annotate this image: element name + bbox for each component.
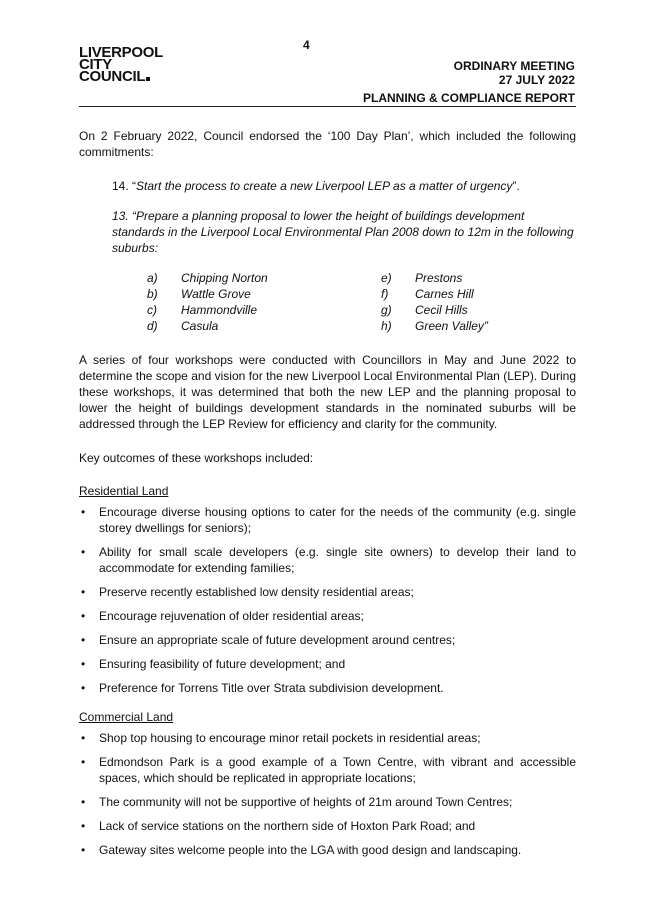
commercial-land-heading: Commercial Land (79, 710, 174, 724)
list-item: • Preserve recently established low density residential areas; (79, 584, 576, 600)
suburb-letter: g) (381, 303, 392, 317)
suburb-letter: b) (147, 287, 158, 301)
suburb-letter: d) (147, 319, 158, 333)
list-item: • Shop top housing to encourage minor retail pockets in residential areas; (79, 730, 576, 746)
commitment-14-end: ”. (512, 179, 520, 193)
intro-paragraph: On 2 February 2022, Council endorsed the ‘100 Day Plan’, which included the following commitments: (79, 129, 576, 159)
suburb-name: Green Valley” (415, 319, 488, 333)
list-item: • Gateway sites welcome people into the LGA with good design and landscaping. (79, 842, 576, 858)
suburb-letter: a) (147, 271, 158, 285)
logo-dot-icon (146, 77, 150, 81)
commitment-13: 13. “Prepare a planning proposal to lower the height of buildings development standards in the Liverpool Local Environmental Plan 2008 down to 12m in the following suburbs: (112, 209, 574, 255)
list-item: • Edmondson Park is a good example of a Town Centre, with vibrant and accessible spaces, which should be replicated in appropriate locations; (79, 754, 576, 786)
logo-line-1: LIVERPOOL (79, 44, 163, 61)
commitment-14-text: Start the process to create a new Liverpool LEP as a matter of urgency (136, 179, 513, 193)
header-divider (79, 106, 576, 107)
residential-list (79, 504, 576, 696)
logo-line-2: CITY (79, 56, 112, 73)
commitment-14-number: 14. “ (112, 179, 137, 193)
workshops-paragraph: A series of four workshops were conducted with Councillors in May and June 2022 to determine the scope and vision for the new Liverpool Local Environmental Plan (LEP). During these workshops, it was determined that both the new LEP and the planning proposal to lower the height of buildings development standards in the nominated suburbs will be addressed through the LEP Review for efficiency and clarity for the community. (79, 353, 576, 431)
suburb-letter: e) (381, 271, 392, 285)
suburb-name: Wattle Grove (181, 287, 251, 301)
page-number: 4 (303, 38, 310, 52)
meeting-date: 27 JULY 2022 (498, 73, 575, 87)
meeting-header (454, 59, 575, 87)
commercial-list (79, 730, 576, 858)
report-title: PLANNING & COMPLIANCE REPORT (362, 91, 575, 105)
council-logo (79, 44, 163, 85)
meeting-type: ORDINARY MEETING (453, 59, 575, 73)
commitment-14 (112, 178, 576, 194)
suburb-name: Casula (181, 319, 219, 333)
key-outcomes-paragraph: Key outcomes of these workshops included: (79, 451, 314, 465)
suburb-letter: h) (381, 319, 392, 333)
suburb-name: Carnes Hill (415, 287, 474, 301)
suburb-name: Chipping Norton (181, 271, 268, 285)
list-item: • Ability for small scale developers (e.g. single site owners) to develop their land to accommodate for extending families; (79, 544, 576, 576)
document-body (79, 128, 576, 871)
suburb-name: Cecil Hills (415, 303, 468, 317)
list-item: • Ensure an appropriate scale of future development around centres; (79, 632, 576, 648)
list-item: • The community will not be supportive of heights of 21m around Town Centres; (79, 794, 576, 810)
list-item: • Encourage diverse housing options to cater for the needs of the community (e.g. single storey dwellings for seniors); (79, 504, 576, 536)
suburb-name: Hammondville (181, 303, 258, 317)
suburb-name: Prestons (415, 271, 463, 285)
residential-land-heading: Residential Land (79, 484, 169, 498)
suburb-letter: f) (381, 287, 389, 301)
suburb-letter: c) (147, 303, 157, 317)
logo-line-3: COUNCIL (79, 68, 146, 85)
list-item: • Preference for Torrens Title over Strata subdivision development. (79, 680, 576, 696)
list-item: • Encourage rejuvenation of older residential areas; (79, 608, 576, 624)
list-item: • Ensuring feasibility of future development; and (79, 656, 576, 672)
suburb-list (147, 270, 576, 334)
list-item: • Lack of service stations on the northern side of Hoxton Park Road; and (79, 818, 576, 834)
